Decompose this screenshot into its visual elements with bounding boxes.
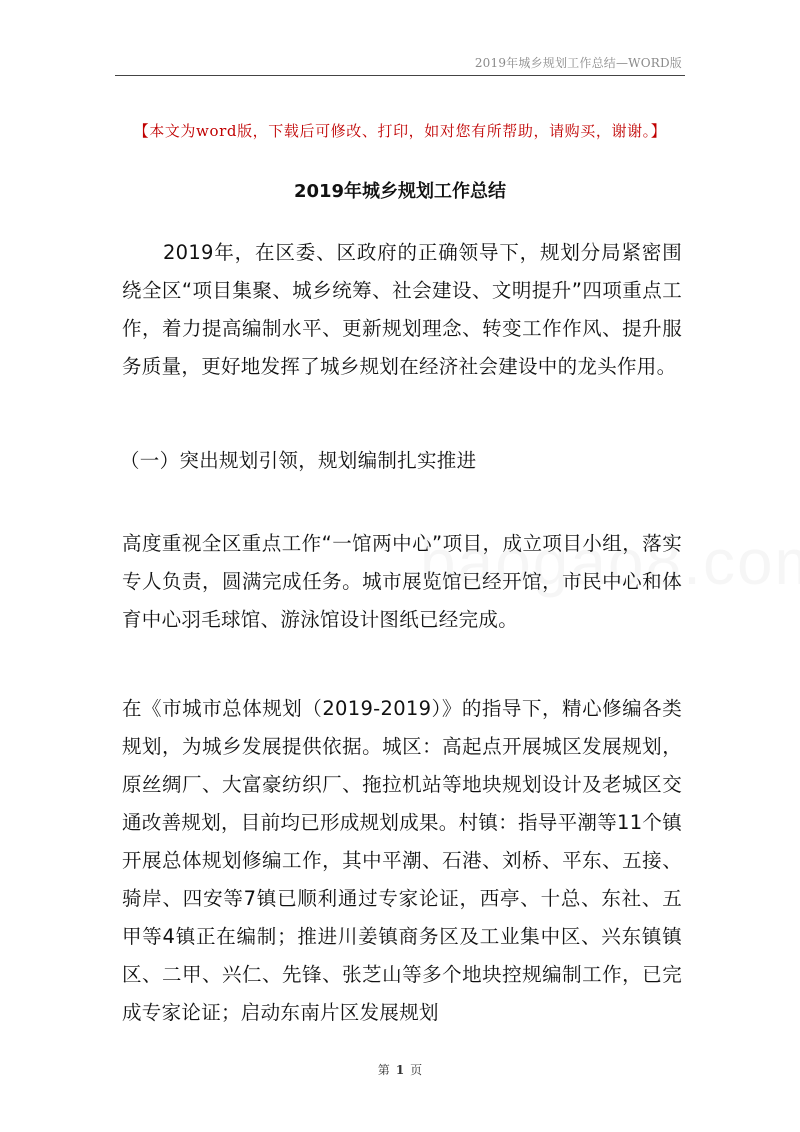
- body-paragraph: 在《市城市总体规划（2019-2019）》的指导下，精心修编各类规划，为城乡发展提供依据。城区：高起点开展城区发展规划，原丝绸厂、大富豪纺织厂、拖拉机站等地块规划设计及老城区交通改善规划，目前均已形成规划成果。村镇：指导平潮等11个镇开展总体规划修编工作，其中平潮、石港、刘桥、平东、五接、骑岸、四安等7镇已顺利通过专家论证，西亭、十总、东社、五甲等4镇正在编制；推进川姜镇商务区及工业集中区、兴东镇镇区、二甲、兴仁、先锋、张芝山等多个地块控规编制工作，已完成专家论证；启动东南片区发展规划: [122, 697, 683, 1024]
- footer-suffix: 页: [410, 1063, 423, 1077]
- body-paragraph: 高度重视全区重点工作“一馆两中心”项目，成立项目小组，落实专人负责，圆满完成任务。城市展览馆已经开馆，市民中心和体育中心羽毛球馆、游泳馆设计图纸已经完成。: [122, 532, 682, 631]
- document-title: 2019年城乡规划工作总结: [293, 181, 507, 202]
- header-divider: [115, 75, 685, 76]
- page-number: 1: [395, 1063, 405, 1077]
- section-heading: （一）突出规划引领，规划编制扎实推进: [120, 449, 477, 472]
- footer-prefix: 第: [377, 1063, 390, 1077]
- running-header: 2019年城乡规划工作总结—WORD版: [474, 56, 682, 70]
- page-footer: [0, 1061, 800, 1078]
- purchase-notice: 【本文为word版，下载后可修改、打印，如对您有所帮助，请购买，谢谢。】: [133, 122, 667, 140]
- intro-paragraph: 2019年，在区委、区政府的正确领导下，规划分局紧密围绕全区“项目集聚、城乡统筹、社会建设、文明提升”四项重点工作，着力提高编制水平、更新规划理念、转变工作作风、提升服务质量，更好地发挥了城乡规划在经济社会建设中的龙头作用。: [122, 241, 682, 378]
